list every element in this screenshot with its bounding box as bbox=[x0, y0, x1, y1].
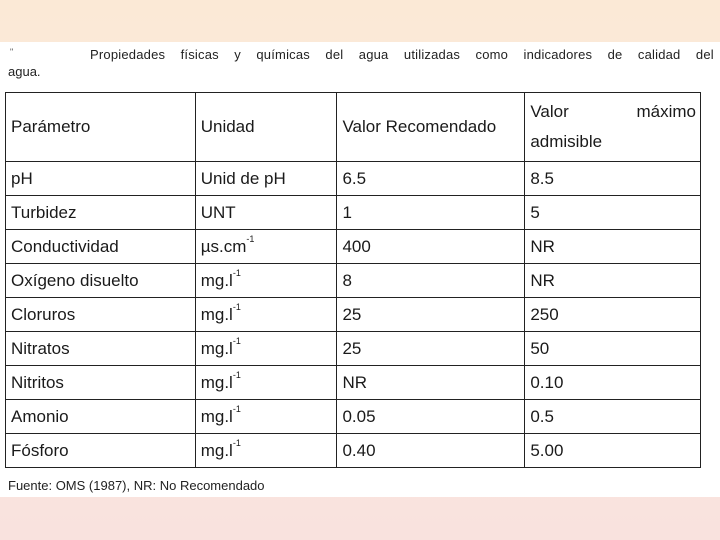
table-row bbox=[6, 230, 701, 264]
cell-parametro: Amonio bbox=[6, 400, 196, 434]
table-row bbox=[6, 434, 701, 468]
cell-valor-maximo: NR bbox=[525, 264, 701, 298]
cell-unidad bbox=[195, 298, 337, 332]
unit-text: Unid de pH bbox=[200, 168, 286, 188]
table-row bbox=[6, 366, 701, 400]
cell-valor-recomendado: 8 bbox=[337, 264, 525, 298]
cell-parametro: Oxígeno disuelto bbox=[6, 264, 196, 298]
unit-exponent: -1 bbox=[246, 233, 255, 244]
caption-word: del bbox=[325, 47, 344, 62]
caption-word: y bbox=[234, 47, 241, 62]
unit-exponent: -1 bbox=[232, 335, 241, 346]
cell-valor-maximo: 50 bbox=[525, 332, 701, 366]
header-unidad: Unidad bbox=[195, 93, 337, 162]
caption-word: agua bbox=[358, 47, 389, 62]
unit-text: mg.l bbox=[200, 406, 233, 426]
cell-unidad bbox=[195, 264, 337, 298]
table-caption bbox=[8, 46, 714, 80]
cell-unidad bbox=[195, 162, 337, 196]
unit-exponent: -1 bbox=[232, 369, 241, 380]
cell-unidad bbox=[195, 366, 337, 400]
cell-valor-maximo: 8.5 bbox=[525, 162, 701, 196]
cell-valor-recomendado: 25 bbox=[337, 332, 525, 366]
unit-exponent: -1 bbox=[232, 403, 241, 414]
water-quality-table bbox=[5, 92, 701, 468]
cell-parametro: Fósforo bbox=[6, 434, 196, 468]
cell-parametro: pH bbox=[6, 162, 196, 196]
cell-unidad bbox=[195, 332, 337, 366]
caption-word: como bbox=[475, 47, 509, 62]
cell-valor-recomendado: 400 bbox=[337, 230, 525, 264]
cell-parametro: Conductividad bbox=[6, 230, 196, 264]
source-note: Fuente: OMS (1987), NR: No Recomendado bbox=[8, 478, 265, 493]
table-header-row bbox=[6, 93, 701, 162]
cell-valor-recomendado: NR bbox=[337, 366, 525, 400]
cell-valor-recomendado: 0.40 bbox=[337, 434, 525, 468]
caption-word: físicas bbox=[180, 47, 219, 62]
unit-text: mg.l bbox=[200, 270, 233, 290]
cell-valor-maximo: 0.10 bbox=[525, 366, 701, 400]
caption-word: indicadores bbox=[523, 47, 593, 62]
cell-valor-recomendado: 1 bbox=[337, 196, 525, 230]
unit-exponent: -1 bbox=[232, 301, 241, 312]
cell-valor-maximo: 250 bbox=[525, 298, 701, 332]
cell-valor-maximo: 5 bbox=[525, 196, 701, 230]
cell-valor-recomendado: 0.05 bbox=[337, 400, 525, 434]
header-valor-maximo-word: máximo bbox=[636, 102, 696, 121]
header-valor-maximo-word: admisible bbox=[530, 132, 603, 151]
table-row bbox=[6, 264, 701, 298]
unit-text: UNT bbox=[200, 202, 236, 222]
document-page bbox=[0, 42, 720, 497]
header-parametro: Parámetro bbox=[6, 93, 196, 162]
table-row bbox=[6, 196, 701, 230]
cell-valor-maximo: 5.00 bbox=[525, 434, 701, 468]
cell-unidad bbox=[195, 400, 337, 434]
table-row bbox=[6, 332, 701, 366]
cell-unidad bbox=[195, 434, 337, 468]
caption-word: químicas bbox=[256, 47, 310, 62]
cell-parametro: Turbidez bbox=[6, 196, 196, 230]
cell-valor-recomendado: 6.5 bbox=[337, 162, 525, 196]
unit-text: mg.l bbox=[200, 304, 233, 324]
cell-valor-maximo: NR bbox=[525, 230, 701, 264]
caption-mark: " bbox=[10, 47, 14, 57]
cell-parametro: Nitratos bbox=[6, 332, 196, 366]
header-valor-recomendado: Valor Recomendado bbox=[337, 93, 525, 162]
unit-exponent: -1 bbox=[232, 267, 241, 278]
table-row bbox=[6, 400, 701, 434]
cell-parametro: Cloruros bbox=[6, 298, 196, 332]
unit-text: mg.l bbox=[200, 372, 233, 392]
cell-valor-maximo: 0.5 bbox=[525, 400, 701, 434]
table-row bbox=[6, 298, 701, 332]
caption-word: utilizadas bbox=[403, 47, 461, 62]
caption-line-2: agua. bbox=[8, 64, 41, 79]
cell-unidad bbox=[195, 230, 337, 264]
cell-parametro: Nitritos bbox=[6, 366, 196, 400]
caption-word: Propiedades bbox=[90, 47, 166, 62]
caption-word: de bbox=[607, 47, 623, 62]
unit-text: µs.cm bbox=[200, 236, 247, 256]
caption-word: del bbox=[695, 47, 714, 62]
header-valor-maximo bbox=[525, 93, 701, 162]
caption-word: calidad bbox=[637, 47, 681, 62]
unit-exponent: -1 bbox=[232, 437, 241, 448]
unit-text: mg.l bbox=[200, 440, 233, 460]
table-row bbox=[6, 162, 701, 196]
unit-text: mg.l bbox=[200, 338, 233, 358]
header-valor-maximo-word: Valor bbox=[530, 102, 569, 121]
caption-line-1 bbox=[8, 46, 714, 63]
cell-unidad bbox=[195, 196, 337, 230]
cell-valor-recomendado: 25 bbox=[337, 298, 525, 332]
